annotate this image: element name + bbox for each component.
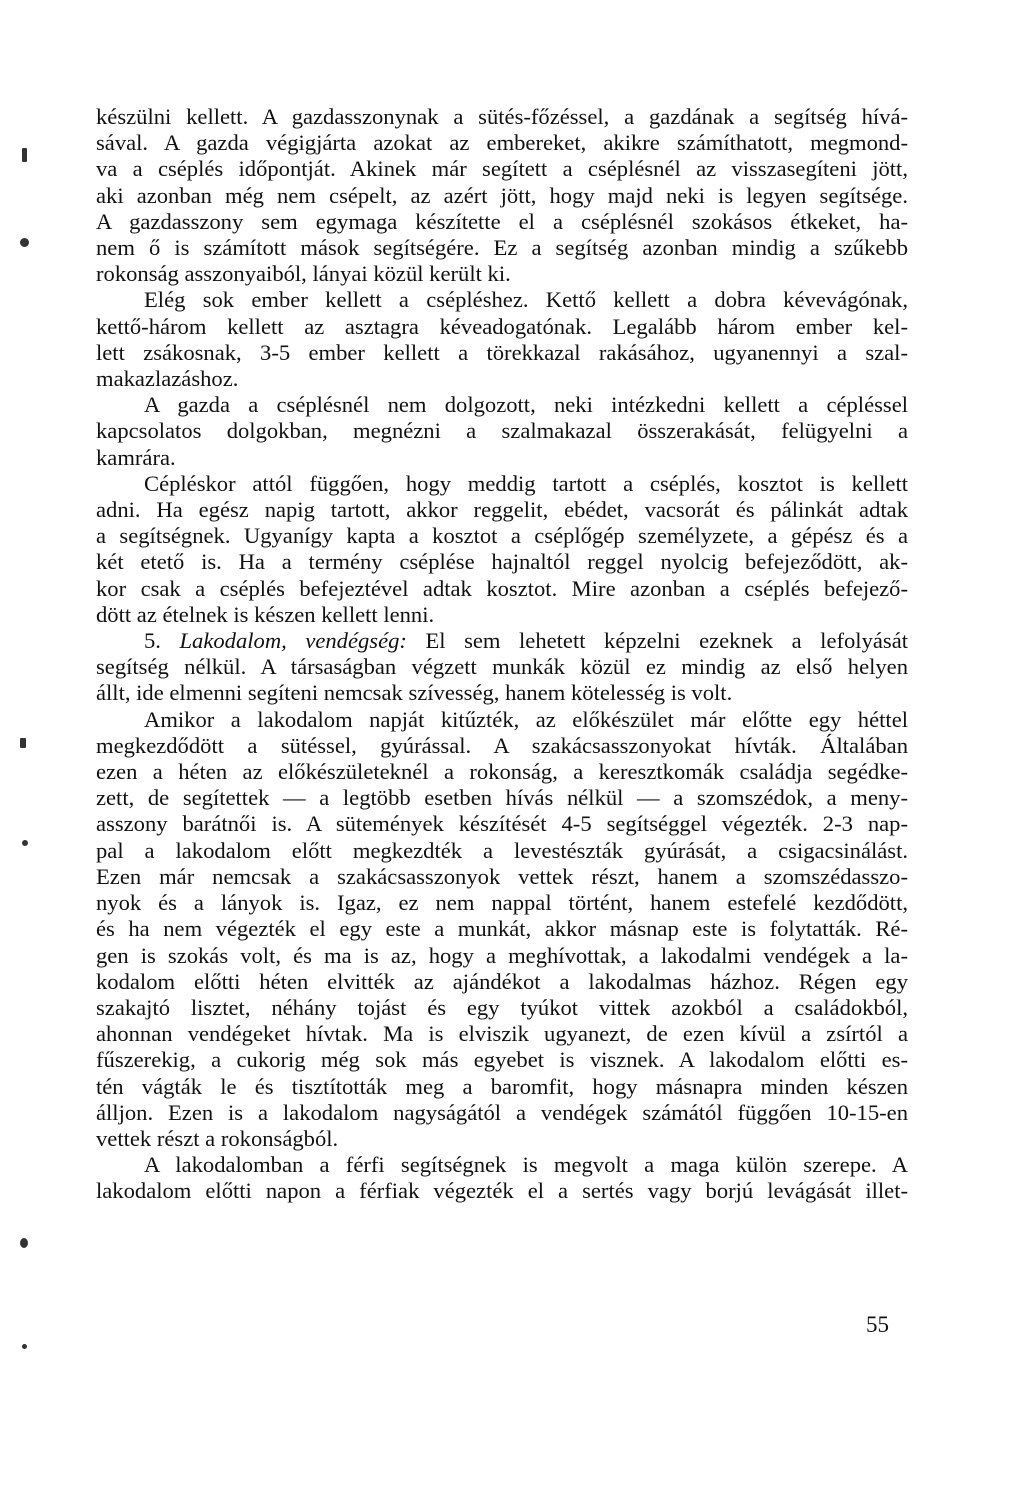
text-line: két etető is. Ha a termény cséplése hajnaltól reggel nyolcig befejeződött, ak- <box>96 549 908 575</box>
text-line <box>96 628 908 654</box>
text-line: sával. A gazda végigjárta azokat az embereket, akikre számíthatott, megmond- <box>96 130 908 156</box>
text-line: kor csak a cséplés befejeztével adtak kosztot. Mire azonban a cséplés befejező- <box>96 575 908 601</box>
body-text <box>96 104 908 1205</box>
page-number: 55 <box>866 1312 889 1337</box>
paragraph-men-role <box>96 1152 908 1204</box>
text-fragment: El sem lehetett képzelni ezeknek a lefolyását <box>406 628 908 654</box>
text-line: makazlazáshoz. <box>96 366 239 392</box>
section-heading: Lakodalom, vendégség: <box>179 628 407 654</box>
text-line: szakajtó lisztet, néhány tojást és egy tyúkot vittek azokból a családokból, <box>96 994 908 1020</box>
text-line: álljon. Ezen is a lakodalom nagyságától a vendégek számától függően 10-15-en <box>96 1099 908 1125</box>
text-line: asszony barátnői is. A sütemények készítését 4-5 segítséggel végezték. 2-3 nap- <box>96 811 908 837</box>
text-line: pal a lakodalom előtt megkezdték a levestészták gyúrását, a csigacsinálást. <box>96 837 908 863</box>
text-line: Ezen már nemcsak a szakácsasszonyok vettek részt, hanem a szomszédasszo- <box>96 863 908 889</box>
paragraph-meals <box>96 471 908 628</box>
text-line: tén vágták le és tisztították meg a baromfit, hogy másnapra minden készen <box>96 1073 908 1099</box>
text-line: Elég sok ember kellett a csépléshez. Kettő kellett a dobra kévevágónak, <box>144 287 908 313</box>
text-line: rokonság asszonyaiból, lányai közül került ki. <box>96 261 511 287</box>
scan-speck <box>22 840 28 846</box>
paragraph-wedding-preparation <box>96 707 908 1152</box>
paragraph-threshing-preparation <box>96 104 908 287</box>
text-line: nyok és a lányok is. Igaz, ez nem nappal történt, hanem estefelé kezdődött, <box>96 890 908 916</box>
text-line: állt, ide elmenni segíteni nemcsak szívesség, hanem kötelesség is volt. <box>96 680 733 706</box>
text-line: A lakodalomban a férfi segítségnek is megvolt a maga külön szerepe. A <box>144 1152 908 1178</box>
text-line: fűszerekig, a cukorig még sok más egyebet is visznek. A lakodalom előtti es- <box>96 1047 908 1073</box>
scan-speck <box>20 738 26 748</box>
paragraph-wedding-intro <box>96 628 908 707</box>
text-line: megkezdődött a sütéssel, gyúrással. A szakácsasszonyokat hívták. Általában <box>96 732 908 758</box>
text-line: Amikor a lakodalom napját kitűzték, az előkészület már előtte egy héttel <box>144 706 908 732</box>
text-line: ezen a héten az előkészületeknél a rokonság, a keresztkomák családja segédke- <box>96 759 908 785</box>
text-line: A gazdasszony sem egymaga készítette el a cséplésnél szokásos étkeket, ha- <box>96 208 908 234</box>
text-line: adni. Ha egész napig tartott, akkor reggelit, ebédet, vacsorát és pálinkát adtak <box>96 497 908 523</box>
text-line: zett, de segítettek — a legtöbb esetben hívás nélkül — a szomszédok, a meny- <box>96 785 908 811</box>
text-line: segítség nélkül. A társaságban végzett munkák közül ez mindig az első helyen <box>96 654 908 680</box>
section-number: 5. <box>144 628 180 654</box>
scan-speck <box>20 238 29 247</box>
scan-speck <box>22 148 27 162</box>
text-line: lakodalom előtti napon a férfiak végezték el a sertés vagy borjú levágását illet- <box>96 1178 908 1204</box>
text-line: kettő-három kellett az asztagra kéveadogatónak. Legalább három ember kel- <box>96 313 908 339</box>
text-line: va a cséplés időpontját. Akinek már segített a cséplésnél az visszasegíteni jött, <box>96 156 908 182</box>
scan-speck <box>22 1344 27 1349</box>
text-line: vettek részt a rokonságból. <box>96 1125 339 1151</box>
text-line: készülni kellett. A gazdasszonynak a sütés-főzéssel, a gazdának a segítség hívá- <box>96 104 908 129</box>
text-line: ahonnan vendégeket hívtak. Ma is elviszik ugyanezt, de ezen kívül a zsírtól a <box>96 1021 908 1047</box>
text-line: dött az ételnek is készen kellett lenni. <box>96 601 435 627</box>
text-line: és ha nem végezték el egy este a munkát, akkor másnap este is folytatták. Ré- <box>96 916 908 942</box>
paragraph-threshing-crew <box>96 287 908 392</box>
text-line: kodalom előtti héten elvitték az ajándékot a lakodalmas házhoz. Régen egy <box>96 968 908 994</box>
text-line: nem ő is számított mások segítségére. Ez a segítség azonban mindig a szűkebb <box>96 235 908 261</box>
text-line: gen is szokás volt, és ma is az, hogy a meghívottak, a lakodalmi vendégek a la- <box>96 942 908 968</box>
text-line: kamrára. <box>96 444 176 470</box>
text-line: kapcsolatos dolgokban, megnézni a szalmakazal összerakását, felügyelni a <box>96 418 908 444</box>
scan-speck <box>20 1238 28 1248</box>
text-line: lett zsákosnak, 3-5 ember kellett a törekkazal rakásához, ugyanennyi a szal- <box>96 339 908 365</box>
text-line: aki azonban még nem csépelt, az azért jött, hogy majd neki is legyen segítsége. <box>96 182 908 208</box>
text-line: Cépléskor attól függően, hogy meddig tartott a cséplés, kosztot is kellett <box>144 470 908 496</box>
text-line: A gazda a cséplésnél nem dolgozott, neki intézkedni kellett a cépléssel <box>144 392 908 418</box>
paragraph-host-duties <box>96 392 908 471</box>
text-line: a segítségnek. Ugyanígy kapta a kosztot a cséplőgép személyzete, a gépész és a <box>96 523 908 549</box>
